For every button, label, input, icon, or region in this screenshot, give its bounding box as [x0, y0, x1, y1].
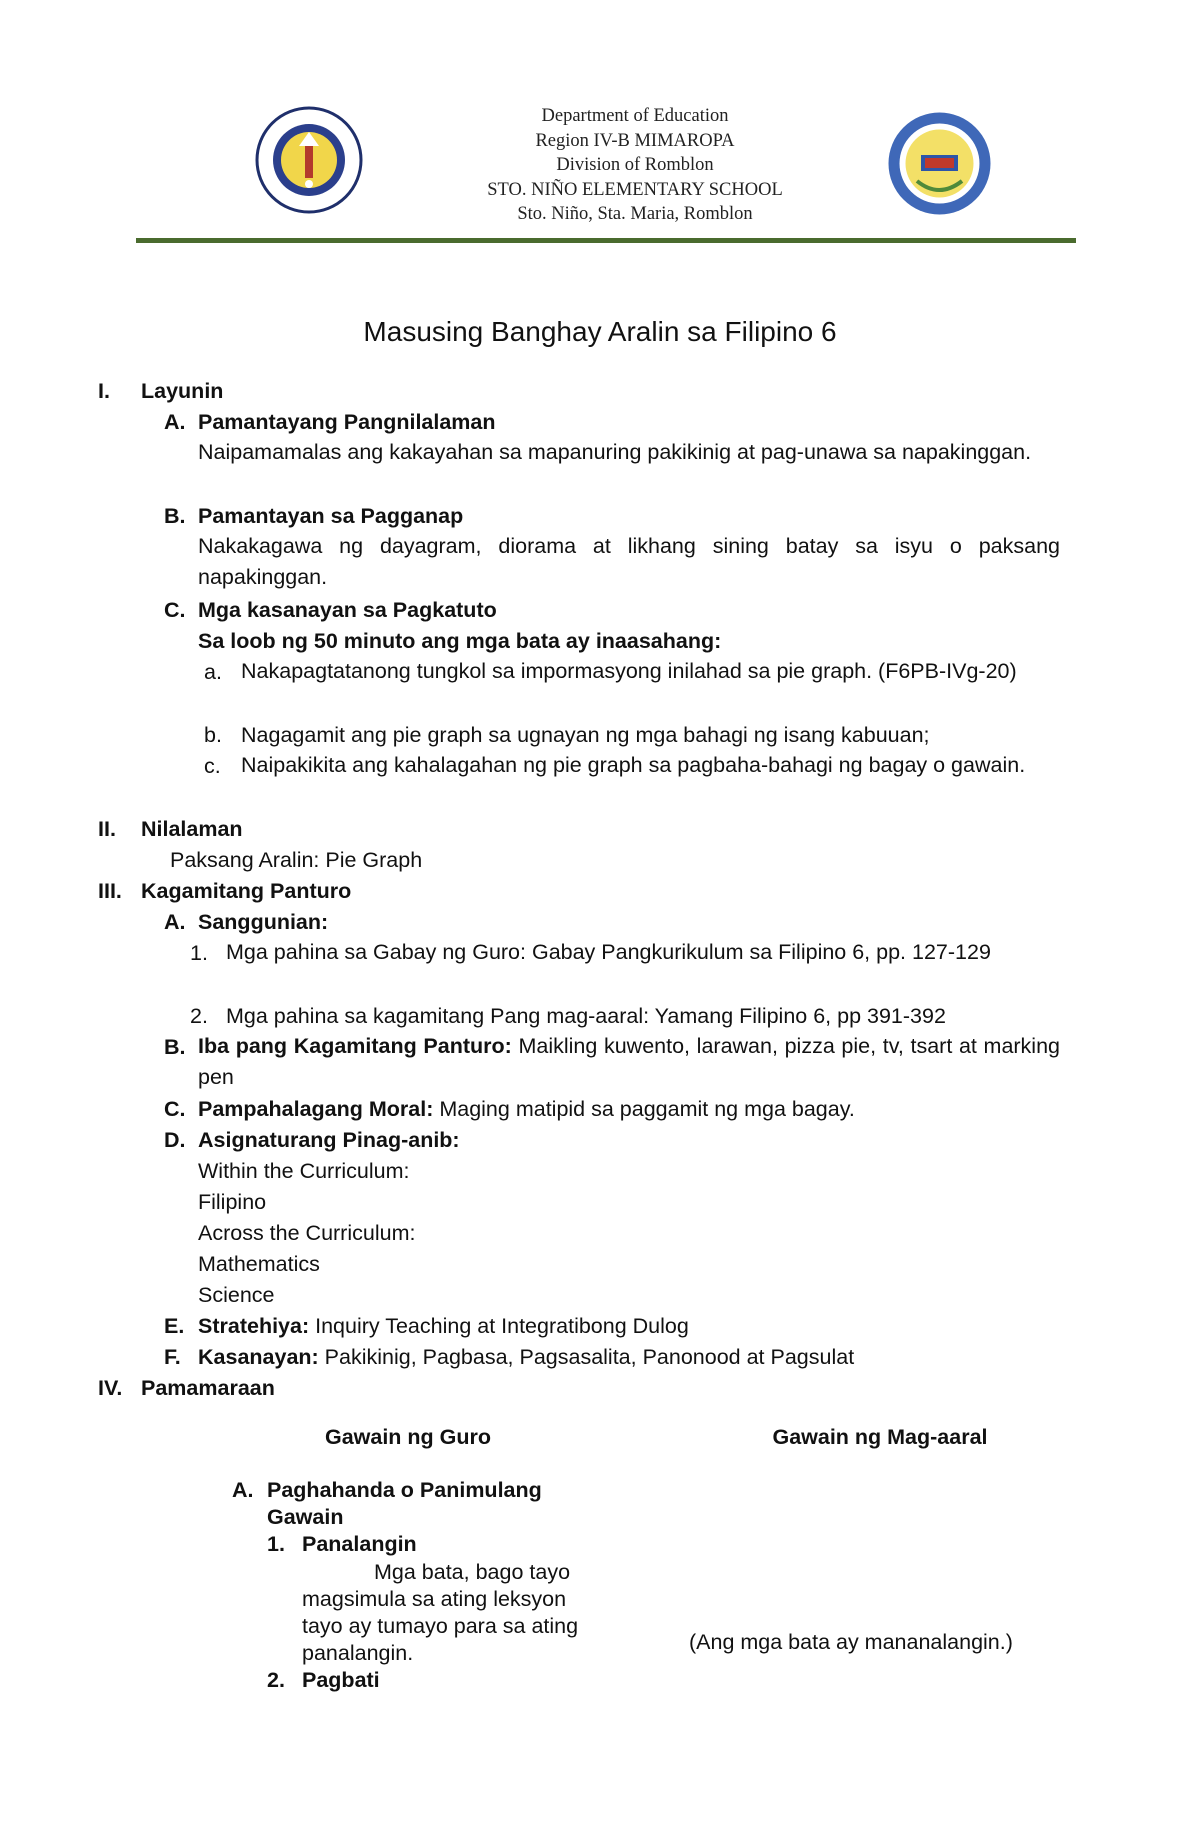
part-a-letter: A.	[232, 1478, 254, 1502]
heading-line-1: Department of Education	[541, 106, 729, 126]
objective-c-marker: c.	[204, 754, 221, 778]
section-3e-letter: E.	[164, 1314, 185, 1338]
section-3b-paragraph	[198, 1031, 1060, 1093]
step-2-heading: Pagbati	[302, 1668, 380, 1692]
integration-line-4: Mathematics	[198, 1252, 320, 1276]
integration-line-2: Filipino	[198, 1190, 267, 1214]
teacher-activity-header: Gawain ng Guro	[324, 1425, 492, 1449]
section-3b-text: Maikling kuwento, larawan, pizza pie, tv, tsart at marking pen	[198, 1034, 1061, 1089]
letterhead-divider	[136, 238, 1076, 243]
integration-line-3: Across the Curriculum:	[198, 1221, 416, 1245]
section-3c-heading: Pampahalagang Moral:	[198, 1097, 434, 1121]
step-1-number: 1.	[267, 1532, 285, 1556]
section-3b-heading: Iba pang Kagamitang Panturo:	[198, 1034, 512, 1058]
section-1-number: I.	[98, 379, 110, 403]
section-3c-paragraph	[198, 1096, 855, 1122]
step-1-student-response: (Ang mga bata ay mananalangin.)	[689, 1630, 1013, 1654]
integration-line-1: Within the Curriculum:	[198, 1159, 410, 1183]
part-a-heading-line-1: Paghahanda o Panimulang	[267, 1478, 542, 1502]
reference-2-text: Mga pahina sa kagamitang Pang mag-aaral: Yamang Filipino 6, pp 391-392	[226, 1004, 946, 1028]
step-1-line-3: tayo ay tumayo para sa ating	[302, 1614, 579, 1638]
objective-c-text: Naipakikita ang kahalagahan ng pie graph sa pagbaha-bahagi ng bagay o gawain.	[241, 753, 1026, 777]
step-1-line-1: Mga bata, bago tayo	[374, 1560, 571, 1584]
reference-2-marker: 2.	[190, 1004, 208, 1028]
section-1c-heading: Mga kasanayan sa Pagkatuto	[198, 598, 497, 622]
section-3-heading: Kagamitang Panturo	[141, 879, 352, 903]
section-3c-text: Maging matipid sa paggamit ng mga bagay.	[433, 1097, 855, 1121]
section-1b-text: Nakakagawa ng dayagram, diorama at likhang sining batay sa isyu o paksang napakinggan.	[198, 534, 1060, 589]
heading-line-2: Region IV-B MIMAROPA	[535, 130, 735, 151]
section-1c-subheading: Sa loob ng 50 minuto ang mga bata ay inaasahang:	[198, 629, 722, 653]
student-activity-header: Gawain ng Mag-aaral	[772, 1425, 988, 1449]
section-2-text: Paksang Aralin: Pie Graph	[170, 848, 423, 872]
section-2-heading: Nilalaman	[141, 817, 243, 841]
integration-line-5: Science	[198, 1283, 275, 1307]
letterhead	[0, 0, 1200, 250]
section-2-number: II.	[98, 817, 116, 841]
section-3a-letter: A.	[164, 910, 186, 934]
section-3d-heading: Asignaturang Pinag-anib:	[198, 1128, 460, 1152]
school-seal-logo	[887, 111, 992, 216]
deped-seal-logo	[255, 106, 363, 214]
objective-b-marker: b.	[204, 723, 222, 747]
section-1b-heading: Pamantayan sa Pagganap	[198, 504, 464, 528]
section-3f-paragraph	[198, 1344, 854, 1370]
section-3f-heading: Kasanayan:	[198, 1345, 319, 1369]
section-1a-letter: A.	[164, 410, 186, 434]
section-3f-letter: F.	[164, 1345, 181, 1369]
objective-b-text: Nagagamit ang pie graph sa ugnayan ng mga bahagi ng isang kabuuan;	[241, 723, 930, 747]
section-1-heading: Layunin	[141, 379, 224, 403]
section-3c-letter: C.	[164, 1097, 186, 1121]
step-2-number: 2.	[267, 1668, 285, 1692]
reference-1-text: Mga pahina sa Gabay ng Guro: Gabay Pangkurikulum sa Filipino 6, pp. 127-129	[226, 940, 991, 964]
section-3e-heading: Stratehiya:	[198, 1314, 310, 1338]
section-3e-paragraph	[198, 1313, 689, 1339]
section-3d-letter: D.	[164, 1128, 186, 1152]
part-a-heading-line-2: Gawain	[267, 1505, 344, 1529]
section-1a-text: Naipamamalas ang kakayahan sa mapanuring pakikinig at pag-unawa sa napakinggan.	[198, 440, 1032, 464]
school-heading	[420, 104, 850, 227]
section-4-number: IV.	[98, 1376, 123, 1400]
section-3-number: III.	[98, 879, 122, 903]
step-1-line-2: magsimula sa ating leksyon	[302, 1587, 567, 1611]
section-3f-text: Pakikinig, Pagbasa, Pagsasalita, Panonood at Pagsulat	[318, 1345, 855, 1369]
heading-line-3: Division of Romblon	[556, 155, 714, 176]
step-1-line-4: panalangin.	[302, 1641, 414, 1665]
step-1-heading: Panalangin	[302, 1532, 417, 1556]
section-1a-heading: Pamantayang Pangnilalaman	[198, 410, 496, 434]
heading-line-4: STO. NIÑO ELEMENTARY SCHOOL	[487, 179, 783, 200]
section-4-heading: Pamamaraan	[141, 1376, 275, 1400]
heading-line-5: Sto. Niño, Sta. Maria, Romblon	[517, 204, 753, 225]
reference-1-marker: 1.	[190, 941, 208, 965]
page-title: Masusing Banghay Aralin sa Filipino 6	[363, 316, 837, 347]
objective-a-marker: a.	[204, 660, 222, 684]
section-3b-letter: B.	[164, 1035, 186, 1059]
section-3a-heading: Sanggunian:	[198, 910, 329, 934]
section-1b-letter: B.	[164, 504, 186, 528]
section-3e-text: Inquiry Teaching at Integratibong Dulog	[309, 1314, 689, 1338]
objective-a-text: Nakapagtatanong tungkol sa impormasyong inilahad sa pie graph. (F6PB-IVg-20)	[241, 659, 1017, 683]
section-1c-letter: C.	[164, 598, 186, 622]
